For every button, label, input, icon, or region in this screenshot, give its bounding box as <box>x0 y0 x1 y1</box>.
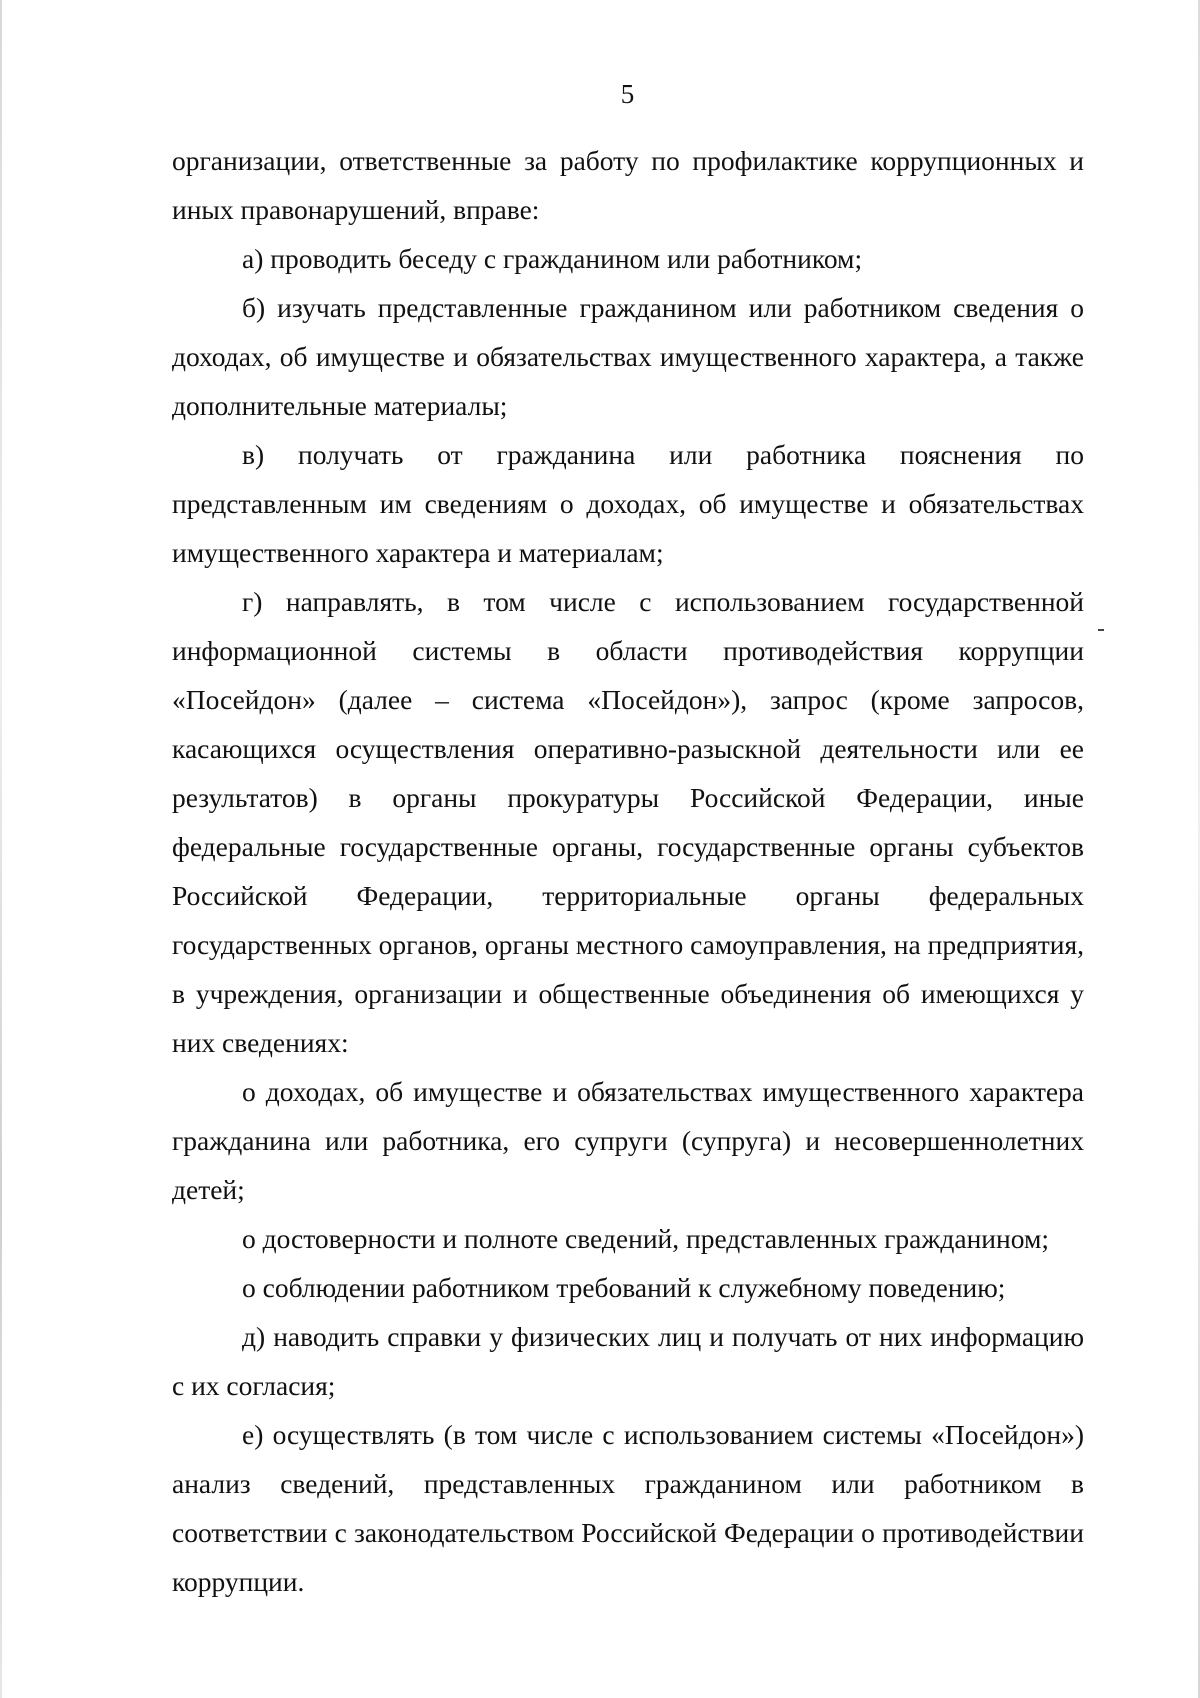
scan-mark <box>1098 629 1104 631</box>
scan-edge-left <box>0 0 2 1698</box>
paragraph-item-e: е) осуществлять (в том числе с использованием системы «Посейдон») анализ сведений, представленных гражданином или работником в соответствии с законодательством Российской Федерации о противодействии коррупции. <box>172 1419 1084 1597</box>
paragraph-item-g: г) направлять, в том числе с использованием государственной информационной системы в области противодействия коррупции «Посейдон» (далее – система «Посейдон»), запрос (кроме запросов, касающихся осуществления оперативно-разыскной деятельности или ее результатов) в органы прокуратуры Российской Федерации, иные федеральные государственные органы, государственные органы субъектов Российской Федерации, территориальные органы федеральных государственных органов, органы местного самоуправления, на предприятия, в учреждения, организации и общественные объединения об имеющихся у них сведениях: <box>172 586 1084 1058</box>
document-body <box>172 136 1084 1606</box>
paragraph-item-v: в) получать от гражданина или работника пояснения по представленным им сведениям о доходах, об имуществе и обязательствах имущественного характера и материалам; <box>172 439 1084 568</box>
paragraph-item-d: д) наводить справки у физических лиц и получать от них информацию с их согласия; <box>172 1321 1084 1401</box>
paragraph-intro: организации, ответственные за работу по профилактике коррупционных и иных правонарушений, вправе: <box>172 145 1084 225</box>
paragraph-sub-income: о доходах, об имуществе и обязательствах имущественного характера гражданина или работника, его супруги (супруга) и несовершеннолетних детей; <box>172 1076 1084 1205</box>
paragraph-item-a: а) проводить беседу с гражданином или работником; <box>242 243 863 274</box>
paragraph-item-b: б) изучать представленные гражданином или работником сведения о доходах, об имуществе и обязательствах имущественного характера, а также дополнительные материалы; <box>172 292 1084 421</box>
page-number: 5 <box>620 79 635 109</box>
paragraph-sub-reliability: о достоверности и полноте сведений, представленных гражданином; <box>242 1223 1050 1254</box>
paragraph-sub-conduct: о соблюдении работником требований к служебному поведению; <box>242 1272 1006 1303</box>
